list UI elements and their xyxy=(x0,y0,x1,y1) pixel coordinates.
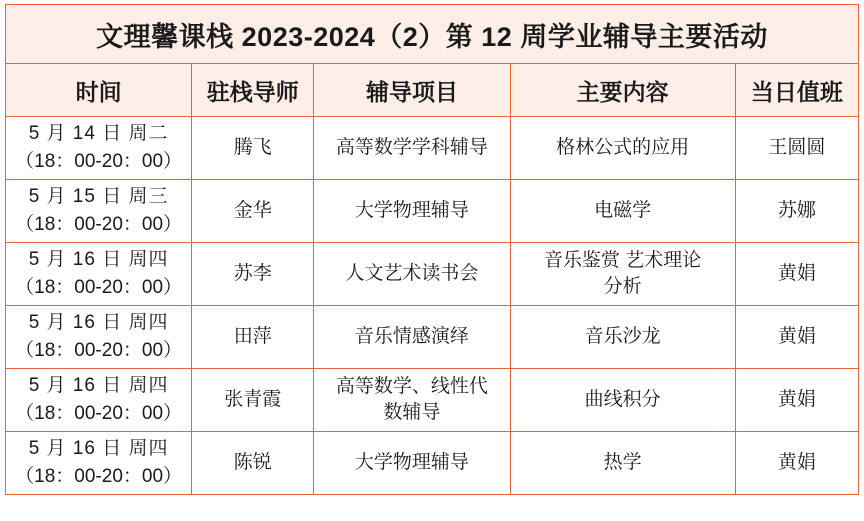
table-row xyxy=(6,243,859,306)
table-row xyxy=(6,369,859,432)
schedule-table xyxy=(5,4,859,495)
schedule-document xyxy=(0,4,864,521)
cell-time-range: （18：00-20：00） xyxy=(15,466,183,487)
cell-project: 人文艺术读书会 xyxy=(314,243,510,306)
cell-duty: 王圆圆 xyxy=(735,117,858,180)
cell-time-range: （18：00-20：00） xyxy=(15,340,183,361)
cell-tutor: 苏李 xyxy=(192,243,314,306)
column-header-tutor: 驻栈导师 xyxy=(192,64,314,117)
cell-content: 电磁学 xyxy=(510,180,735,243)
title-row xyxy=(6,5,859,64)
cell-time xyxy=(6,432,192,495)
column-header-project: 辅导项目 xyxy=(314,64,510,117)
table-row xyxy=(6,432,859,495)
cell-time-date: 5 月 16 日 周四 xyxy=(28,312,169,334)
cell-time-date: 5 月 16 日 周四 xyxy=(28,249,169,271)
cell-tutor: 田萍 xyxy=(192,306,314,369)
cell-duty: 黄娟 xyxy=(735,432,858,495)
cell-duty: 黄娟 xyxy=(735,243,858,306)
cell-content xyxy=(510,243,735,306)
table-row xyxy=(6,117,859,180)
document-title: 文理馨课栈 2023-2024（2）第 12 周学业辅导主要活动 xyxy=(6,5,859,64)
cell-content: 格林公式的应用 xyxy=(510,117,735,180)
cell-time-range: （18：00-20：00） xyxy=(15,277,183,298)
cell-content-line1: 音乐鉴赏 艺术理论 xyxy=(544,250,702,272)
cell-time xyxy=(6,117,192,180)
cell-duty: 苏娜 xyxy=(735,180,858,243)
cell-content: 音乐沙龙 xyxy=(510,306,735,369)
cell-time-range: （18：00-20：00） xyxy=(15,151,183,172)
cell-project xyxy=(314,369,510,432)
cell-time-date: 5 月 16 日 周四 xyxy=(28,375,169,397)
cell-tutor: 腾飞 xyxy=(192,117,314,180)
header-row xyxy=(6,64,859,117)
cell-project: 高等数学学科辅导 xyxy=(314,117,510,180)
cell-time xyxy=(6,180,192,243)
cell-time xyxy=(6,306,192,369)
cell-project: 音乐情感演绎 xyxy=(314,306,510,369)
table-row xyxy=(6,306,859,369)
column-header-time: 时间 xyxy=(6,64,192,117)
cell-duty: 黄娟 xyxy=(735,306,858,369)
cell-time-range: （18：00-20：00） xyxy=(15,214,183,235)
column-header-content: 主要内容 xyxy=(510,64,735,117)
cell-content-line2: 分析 xyxy=(603,276,642,297)
table-row xyxy=(6,180,859,243)
cell-time-date: 5 月 15 日 周三 xyxy=(28,186,169,208)
cell-time xyxy=(6,369,192,432)
cell-time-range: （18：00-20：00） xyxy=(15,403,183,424)
cell-tutor: 金华 xyxy=(192,180,314,243)
cell-tutor: 陈锐 xyxy=(192,432,314,495)
column-header-duty: 当日值班 xyxy=(735,64,858,117)
cell-project: 大学物理辅导 xyxy=(314,180,510,243)
cell-duty: 黄娟 xyxy=(735,369,858,432)
cell-time-date: 5 月 16 日 周四 xyxy=(28,438,169,460)
cell-project-line1: 高等数学、线性代 xyxy=(335,376,488,398)
cell-time-date: 5 月 14 日 周二 xyxy=(28,123,169,145)
cell-tutor: 张青霞 xyxy=(192,369,314,432)
cell-content: 曲线积分 xyxy=(510,369,735,432)
cell-project-line2: 数辅导 xyxy=(383,402,441,423)
cell-project: 大学物理辅导 xyxy=(314,432,510,495)
cell-time xyxy=(6,243,192,306)
cell-content: 热学 xyxy=(510,432,735,495)
